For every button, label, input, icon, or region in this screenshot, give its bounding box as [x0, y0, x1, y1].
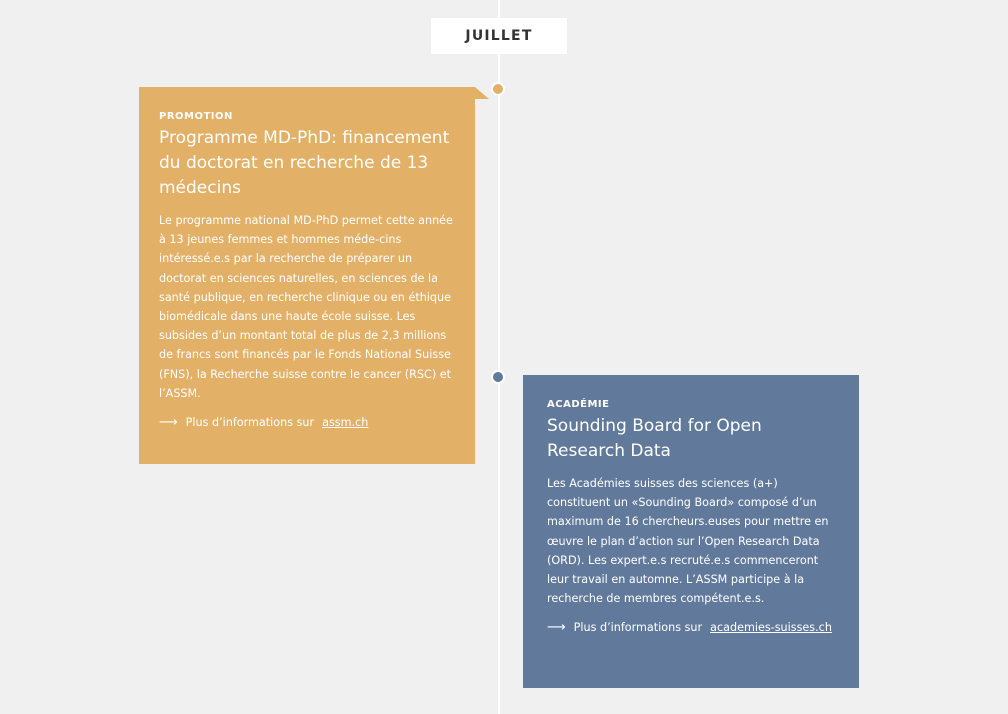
card-category: PROMOTION: [159, 111, 233, 122]
more-info: [159, 415, 455, 430]
card-notch: [475, 87, 489, 99]
arrow-right-icon: ⟶: [547, 620, 566, 636]
card-title: Sounding Board for Open Research Data: [547, 416, 762, 461]
card-title: Programme MD-PhD: financement du doctorat en recherche de 13 médecins: [159, 128, 450, 198]
news-card-academie: [523, 375, 859, 688]
card-text: Les Académies suisses des sciences (a+) constituent un «Sounding Board» composé d’un maximum de 16 chercheurs.euses pour mettre en œuvre le plan d’action sur l’Open Research Data (ORD). Les expert.e.s recruté.e.s commenceront leur travail en automne. L’ASSM participe à la recherche de membres compétent.e.s.: [547, 477, 829, 606]
more-info-link[interactable]: assm.ch: [322, 416, 369, 430]
news-card-promotion: [139, 87, 475, 464]
timeline-dot: [491, 370, 505, 384]
more-info-prefix: Plus d’informations sur: [185, 416, 315, 430]
month-label: JUILLET: [431, 18, 567, 54]
more-info-prefix: Plus d’informations sur: [573, 621, 703, 635]
timeline-line: [498, 0, 500, 714]
more-info-link[interactable]: academies-suisses.ch: [710, 621, 832, 635]
timeline-dot: [491, 82, 505, 96]
more-info: [547, 620, 835, 635]
card-category: ACADÉMIE: [547, 399, 610, 410]
card-text: Le programme national MD-PhD permet cette année à 13 jeunes femmes et hommes méde-cins intéressé.e.s par la recherche de préparer un doctorat en sciences naturelles, en sciences de la santé publique, en recherche clinique ou en éthique biomédicale dans une haute école suisse. Les subsides d’un montant total de plus de 2,3 millions de francs sont financés par le Fonds National Suisse (FNS), la Recherche suisse contre le cancer (RSC) et l’ASSM.: [159, 214, 453, 400]
arrow-right-icon: ⟶: [159, 415, 178, 431]
